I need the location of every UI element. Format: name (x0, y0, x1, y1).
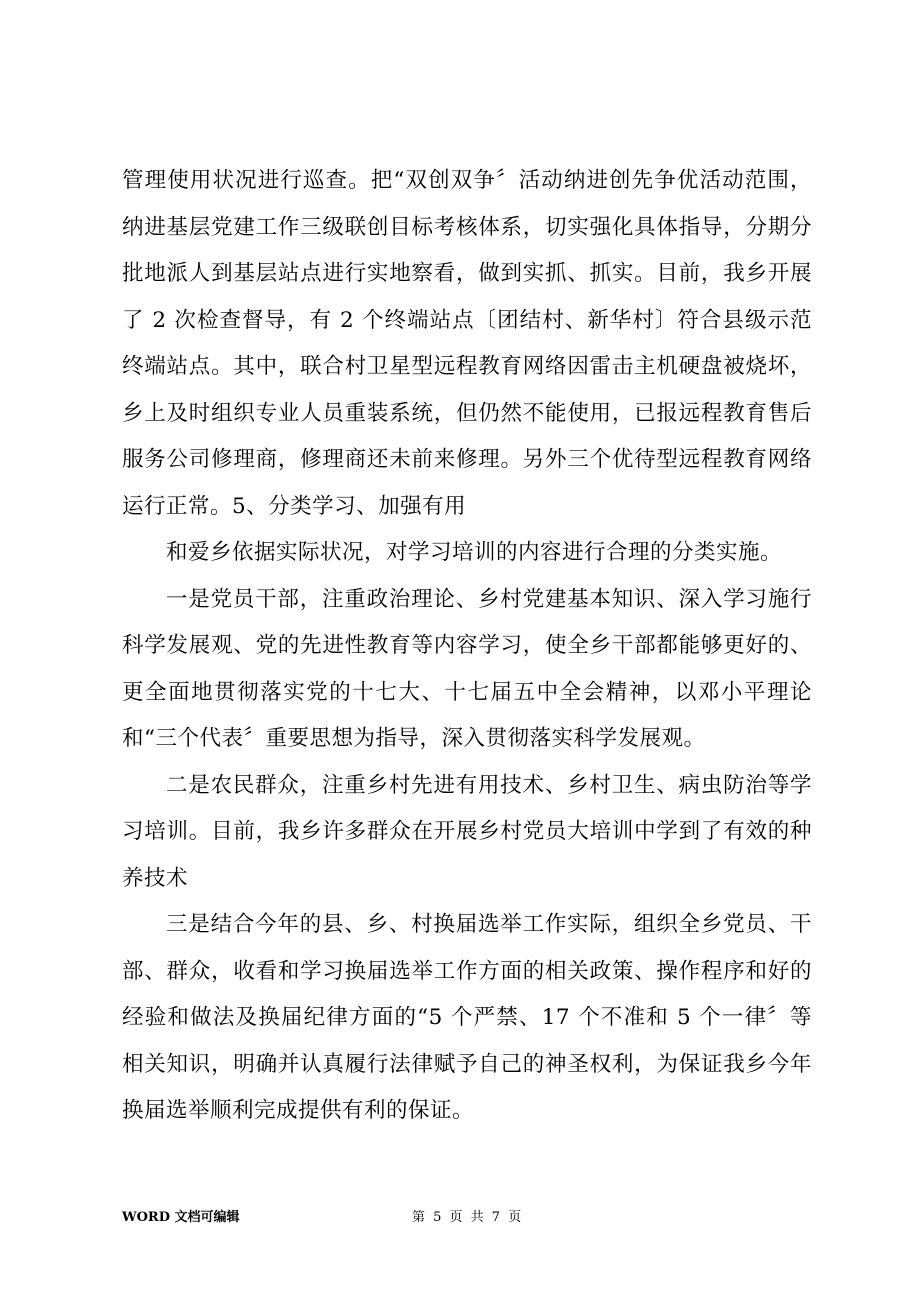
paragraph: 一是党员干部，注重政治理论、乡村党建基本知识、深入学习施行科学发展观、党的先进性教育等内容学习，使全乡干部都能够更好的、更全面地贯彻落实党的十七大、十七届五中全会精神，以邓小平理论和“三个代表〞重要思想为指导，深入贯彻落实科学发展观。 (122, 586, 812, 751)
paragraph: 二是农民群众，注重乡村先进有用技术、乡村卫生、病虫防治等学习培训。目前，我乡许多群众在开展乡村党员大培训中学到了有效的种养技术 (122, 772, 812, 891)
paragraph: 三是结合今年的县、乡、村换届选举工作实际，组织全乡党员、干部、群众，收看和学习换届选举工作方面的相关政策、操作程序和好的经验和做法及换届纪律方面的“5 个严禁、17 个不准和 5 个一律〞等相关知识，明确并认真履行法律赋予自己的神圣权利，为保证我乡今年换届选举顺利完成提供有利的保证。 (122, 912, 812, 1123)
paragraph: 和爱乡依据实际状况，对学习培训的内容进行合理的分类实施。 (166, 540, 783, 565)
footer-label: WORD 文档可编辑 (122, 1210, 240, 1225)
paragraph: 管理使用状况进行巡查。把“双创双争〞活动纳进创先争优活动范围，纳进基层党建工作三级联创目标考核体系，切实强化具体指导，分期分批地派人到基层站点进行实地察看，做到实抓、抓实。目前，我乡开展了 2 次检查督导，有 2 个终端站点〔团结村、新华村〕符合县级示范终端站点。其中，联合村卫星型远程教育网络因雷击主机硬盘被烧坏，乡上及时组织专业人员重装系统，但仍然不能使用，已报远程教育售后服务公司修理商，修理商还未前来修理。另外三个优待型远程教育网络运行正常。5、分类学习、加强有用 (122, 168, 812, 519)
page-number: 第 5 页 共 7 页 (412, 1210, 524, 1225)
document-body (122, 158, 812, 1135)
